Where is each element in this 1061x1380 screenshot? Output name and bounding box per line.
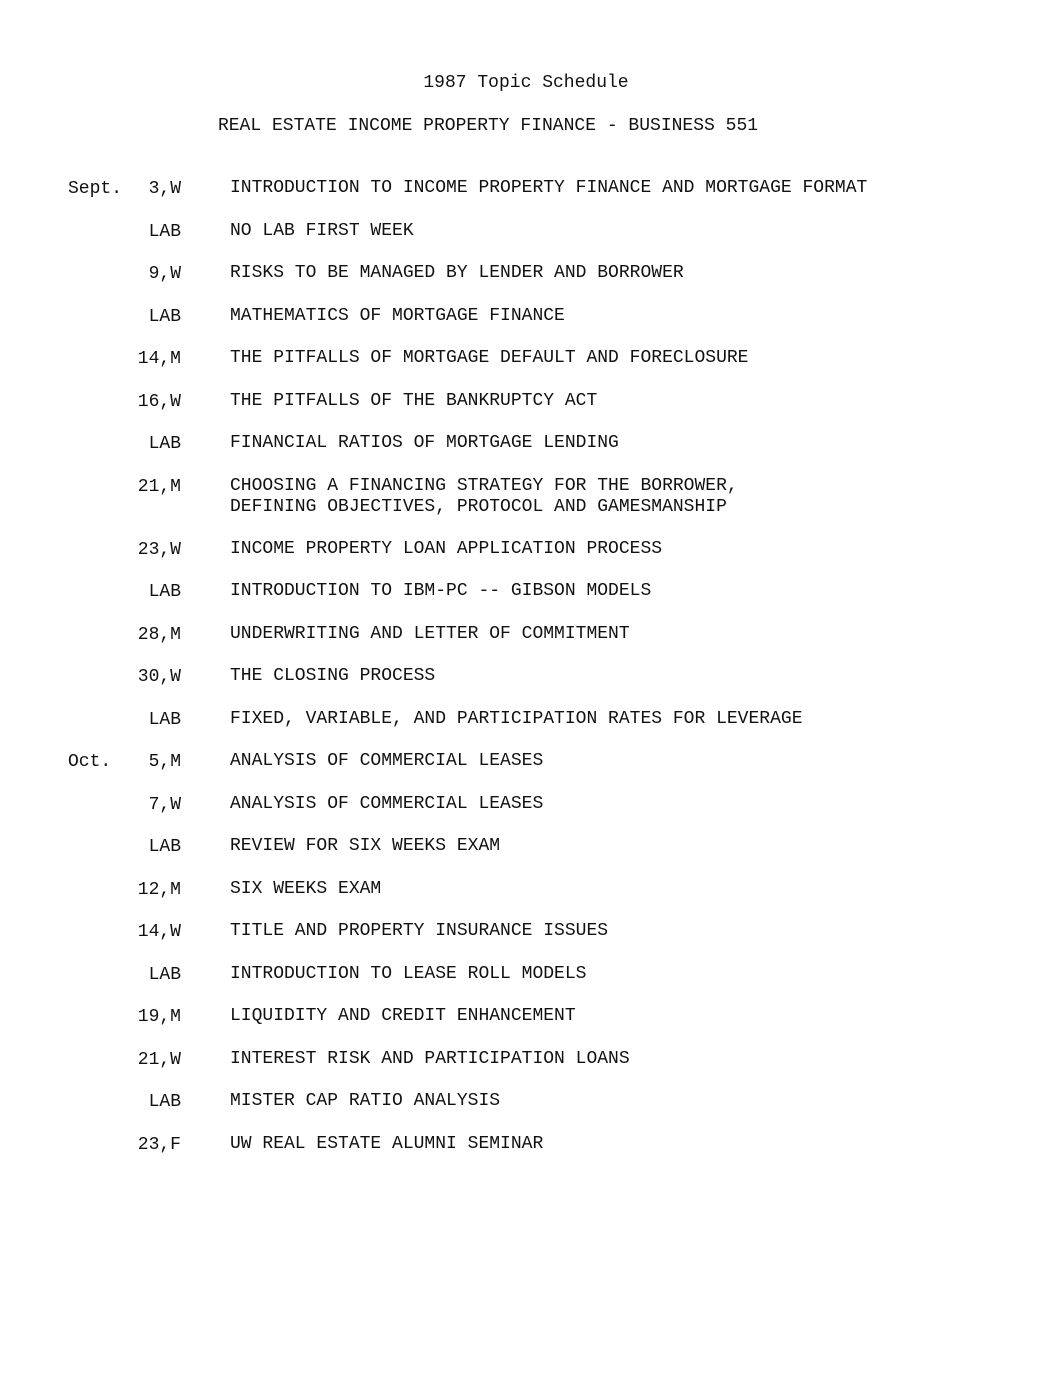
schedule-day: LAB xyxy=(148,221,181,242)
schedule-topic: MISTER CAP RATIO ANALYSIS xyxy=(230,1091,501,1111)
schedule-topic: SIX WEEKS EXAM xyxy=(230,878,382,899)
schedule-day: LAB xyxy=(148,837,181,857)
schedule-topic: MATHEMATICS OF MORTGAGE FINANCE xyxy=(230,305,565,326)
schedule-topic: NO LAB FIRST WEEK xyxy=(230,220,414,241)
schedule-list xyxy=(0,178,1061,1176)
schedule-row xyxy=(0,964,1061,1007)
schedule-month: Sept. xyxy=(68,179,123,199)
schedule-topic: REVIEW FOR SIX WEEKS EXAM xyxy=(230,836,501,856)
schedule-day: 21,M xyxy=(137,476,181,497)
schedule-topic: THE PITFALLS OF MORTGAGE DEFAULT AND FORECLOSURE xyxy=(230,348,749,368)
schedule-row xyxy=(0,221,1061,264)
schedule-topic: ANALYSIS OF COMMERCIAL LEASES xyxy=(230,793,544,814)
schedule-day: 7,W xyxy=(148,794,181,815)
schedule-row xyxy=(0,581,1061,624)
schedule-topic: INTRODUCTION TO INCOME PROPERTY FINANCE AND MORTGAGE FORMAT xyxy=(230,178,868,198)
schedule-row xyxy=(0,751,1061,794)
schedule-day: 3,W xyxy=(148,179,181,199)
schedule-topic: INCOME PROPERTY LOAN APPLICATION PROCESS xyxy=(230,538,663,559)
schedule-row xyxy=(0,666,1061,709)
schedule-row xyxy=(0,1091,1061,1134)
schedule-row xyxy=(0,433,1061,476)
schedule-topic: FIXED, VARIABLE, AND PARTICIPATION RATES FOR LEVERAGE xyxy=(230,708,803,729)
schedule-topic: LIQUIDITY AND CREDIT ENHANCEMENT xyxy=(230,1006,576,1026)
schedule-topic: INTRODUCTION TO IBM-PC -- GIBSON MODELS xyxy=(230,581,652,601)
schedule-topic: TITLE AND PROPERTY INSURANCE ISSUES xyxy=(230,921,609,941)
schedule-row xyxy=(0,391,1061,434)
schedule-row xyxy=(0,348,1061,391)
schedule-topic: CHOOSING A FINANCING STRATEGY FOR THE BORROWER, DEFINING OBJECTIVES, PROTOCOL AND GAMESMANSHIP xyxy=(230,475,738,517)
schedule-topic: RISKS TO BE MANAGED BY LENDER AND BORROWER xyxy=(230,263,684,283)
schedule-topic: UNDERWRITING AND LETTER OF COMMITMENT xyxy=(230,623,630,644)
schedule-row xyxy=(0,836,1061,879)
schedule-day: LAB xyxy=(148,582,181,602)
schedule-day: 9,W xyxy=(148,264,181,284)
schedule-day: LAB xyxy=(148,1092,181,1112)
schedule-day: 12,M xyxy=(137,879,181,900)
schedule-day: 23,W xyxy=(137,539,181,560)
schedule-day: 14,W xyxy=(137,922,181,942)
schedule-row xyxy=(0,1049,1061,1092)
schedule-row xyxy=(0,794,1061,837)
schedule-row xyxy=(0,539,1061,582)
schedule-row xyxy=(0,263,1061,306)
schedule-row xyxy=(0,306,1061,349)
schedule-row xyxy=(0,624,1061,667)
schedule-row xyxy=(0,879,1061,922)
schedule-topic: INTEREST RISK AND PARTICIPATION LOANS xyxy=(230,1048,630,1069)
schedule-row xyxy=(0,1134,1061,1177)
schedule-day: 28,M xyxy=(137,624,181,645)
schedule-row xyxy=(0,709,1061,752)
schedule-day: LAB xyxy=(148,964,181,985)
schedule-day: 14,M xyxy=(137,349,181,369)
schedule-row xyxy=(0,921,1061,964)
schedule-topic: UW REAL ESTATE ALUMNI SEMINAR xyxy=(230,1133,544,1154)
course-subtitle: REAL ESTATE INCOME PROPERTY FINANCE - BUSINESS 551 xyxy=(217,116,759,136)
schedule-topic: ANALYSIS OF COMMERCIAL LEASES xyxy=(230,751,544,771)
schedule-row xyxy=(0,178,1061,221)
schedule-topic: INTRODUCTION TO LEASE ROLL MODELS xyxy=(230,963,587,984)
schedule-topic: THE CLOSING PROCESS xyxy=(230,666,436,686)
schedule-day: 19,M xyxy=(137,1007,181,1027)
schedule-row xyxy=(0,1006,1061,1049)
schedule-day: LAB xyxy=(148,306,181,327)
schedule-topic: FINANCIAL RATIOS OF MORTGAGE LENDING xyxy=(230,433,619,453)
schedule-day: 5,M xyxy=(148,752,181,772)
schedule-day: LAB xyxy=(148,434,181,454)
schedule-row xyxy=(0,476,1061,539)
schedule-day: 23,F xyxy=(137,1134,181,1155)
schedule-day: 30,W xyxy=(137,667,181,687)
page-title: 1987 Topic Schedule xyxy=(423,73,629,93)
schedule-day: 16,W xyxy=(137,391,181,412)
schedule-month: Oct. xyxy=(68,752,112,772)
schedule-topic: THE PITFALLS OF THE BANKRUPTCY ACT xyxy=(230,390,598,411)
schedule-day: 21,W xyxy=(137,1049,181,1070)
schedule-day: LAB xyxy=(148,709,181,730)
